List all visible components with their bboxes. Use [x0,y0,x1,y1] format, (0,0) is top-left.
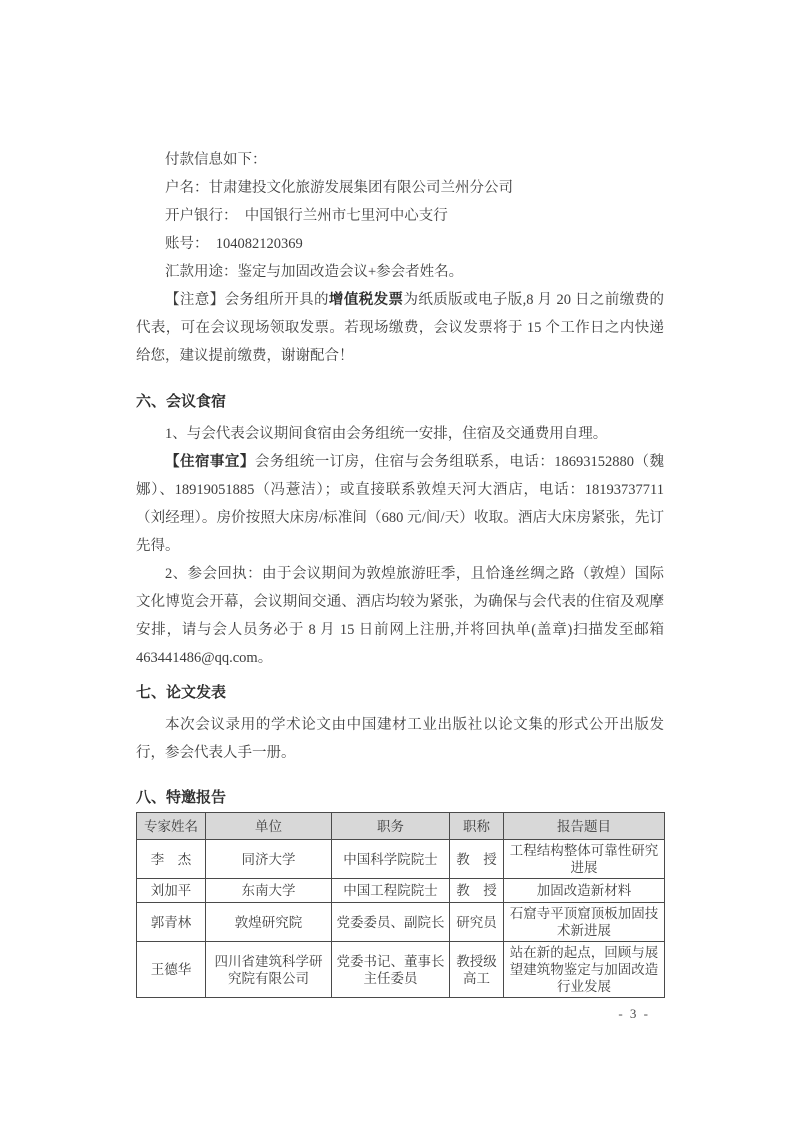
cell-position: 党委委员、副院长 [332,903,450,942]
section6-paragraph-2: 2、参会回执：由于会议期间为敦煌旅游旺季，且恰逢丝绸之路（敦煌）国际文化博览会开幕，会议期间交通、酒店均较为紧张，为确保与会代表的住宿及观摩安排，请与会人员务必于 8 月 15 日前网上注册,并将回执单(盖章)扫描发至邮箱 463441486@qq.com。 [136,566,664,666]
section6-heading: 六、会议食宿 [136,394,227,410]
cell-title: 教 授 [450,879,504,903]
table-row [137,903,665,942]
bank-line: 开户银行： 中国银行兰州市七里河中心支行 [165,208,448,224]
invited-reports-table [136,812,665,998]
cell-report-topic: 工程结构整体可靠性研究进展 [504,840,665,879]
cell-position: 中国工程院院士 [332,879,450,903]
header-position: 职务 [332,813,450,840]
table-row [137,942,665,998]
cell-expert-name: 刘加平 [137,879,206,903]
cell-organization: 敦煌研究院 [206,903,332,942]
cell-report-topic: 加固改造新材料 [504,879,665,903]
account-name-line: 户名：甘肃建投文化旅游发展集团有限公司兰州分公司 [165,180,513,196]
lodging-label-text: 【住宿事宜】 [165,454,255,470]
section7-heading: 七、论文发表 [136,685,227,701]
table-header-row [137,813,665,840]
cell-organization: 四川省建筑科学研究院有限公司 [206,942,332,998]
cell-title: 研究员 [450,903,504,942]
cell-expert-name: 郭青林 [137,903,206,942]
header-title: 职称 [450,813,504,840]
header-report-topic: 报告题目 [504,813,665,840]
invoice-notice-paragraph [136,286,664,370]
cell-organization: 东南大学 [206,879,332,903]
vat-invoice-bold-text: 增值税发票 [328,292,404,308]
cell-organization: 同济大学 [206,840,332,879]
cell-expert-name: 李 杰 [137,840,206,879]
page-number: - 3 - [618,1006,650,1021]
table-row [137,879,665,903]
notice-suffix-text: 为纸质版或电子版,8 月 20 日之前缴费的代表，可在会议现场领取发票。若现场缴费，会议发票将于 15 个工作日之内快递给您，建议提前缴费，谢谢配合！ [136,292,665,364]
payment-intro-line: 付款信息如下： [165,152,267,168]
cell-report-topic: 站在新的起点，回顾与展望建筑物鉴定与加固改造行业发展 [504,942,665,998]
cell-report-topic: 石窟寺平顶窟顶板加固技术新进展 [504,903,665,942]
section8-heading: 八、特邀报告 [136,790,227,806]
header-expert-name: 专家姓名 [137,813,206,840]
payment-info-block [136,146,664,286]
section6-lodging-paragraph [136,448,664,560]
section7-paragraph: 本次会议录用的学术论文由中国建材工业出版社以论文集的形式公开出版发行，参会代表人手一册。 [136,717,664,761]
header-organization: 单位 [206,813,332,840]
cell-position: 党委书记、董事长主任委员 [332,942,450,998]
cell-title: 教 授 [450,840,504,879]
lodging-body-text: 会务组统一订房，住宿与会务组联系，电话：18693152880（魏娜）、18919051885（冯薏洁）；或直接联系敦煌天河大酒店，电话：18193737711（刘经理）。房价按照大床房/标准间（680 元/间/天）收取。酒店大床房紧张，先订先得。 [136,454,665,554]
cell-title: 教授级高工 [450,942,504,998]
cell-expert-name: 王德华 [137,942,206,998]
remittance-purpose-line: 汇款用途：鉴定与加固改造会议+参会者姓名。 [165,264,464,280]
cell-position: 中国科学院院士 [332,840,450,879]
table-row [137,840,665,879]
notice-prefix-text: 【注意】会务组所开具的 [165,292,329,308]
section6-paragraph-1: 1、与会代表会议期间食宿由会务组统一安排，住宿及交通费用自理。 [165,426,608,442]
account-number-line: 账号： 104082120369 [165,236,303,252]
